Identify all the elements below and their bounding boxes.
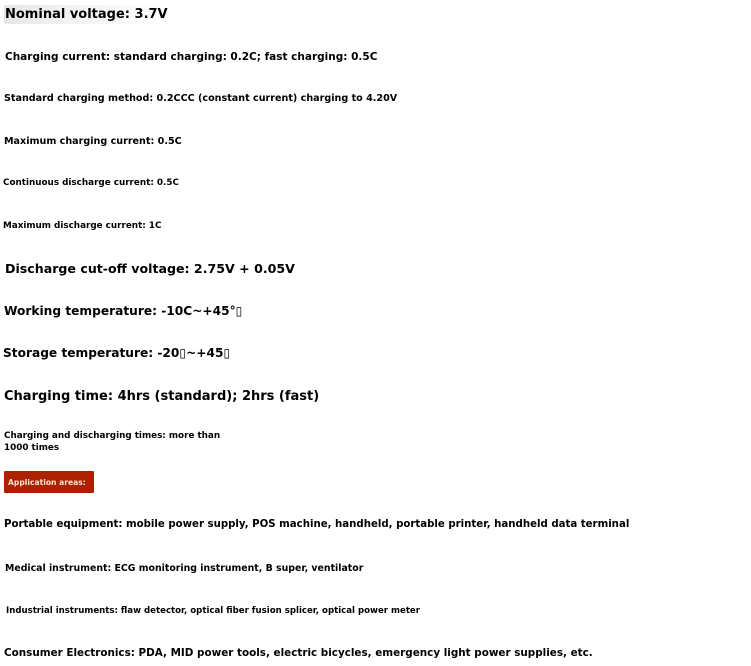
continuous-discharge-current-line: Continuous discharge current: 0.5C xyxy=(3,178,179,188)
nominal-voltage-line: Nominal voltage: 3.7V xyxy=(4,5,174,24)
industrial-instruments-line: Industrial instruments: flaw detector, optical fiber fusion splicer, optical power meter xyxy=(6,606,420,616)
medical-instrument-line: Medical instrument: ECG monitoring instrument, B super, ventilator xyxy=(5,563,364,574)
consumer-electronics-line: Consumer Electronics: PDA, MID power tools, electric bicycles, emergency light power supplies, etc. xyxy=(4,647,593,659)
standard-charging-method-line: Standard charging method: 0.2CCC (constant current) charging to 4.20V xyxy=(4,93,398,104)
charging-time-line: Charging time: 4hrs (standard); 2hrs (fast) xyxy=(4,389,320,404)
cycle-times-line xyxy=(4,430,220,454)
cycle-times-text-2: 1000 times xyxy=(4,443,60,453)
application-areas-badge xyxy=(4,471,94,493)
discharge-cutoff-voltage-line: Discharge cut-off voltage: 2.75V + 0.05V xyxy=(5,261,295,276)
cycle-times-text-1: Charging and discharging times: more than xyxy=(4,431,221,441)
portable-equipment-line: Portable equipment: mobile power supply, POS machine, handheld, portable printer, handheld data terminal xyxy=(4,519,630,530)
application-areas-label: Application areas: xyxy=(8,478,86,487)
maximum-discharge-current-line: Maximum discharge current: 1C xyxy=(3,221,162,231)
working-temperature-line: Working temperature: -10C~+45°▯ xyxy=(4,304,243,318)
charging-current-line: Charging current: standard charging: 0.2C; fast charging: 0.5C xyxy=(5,51,378,63)
maximum-charging-current-line: Maximum charging current: 0.5C xyxy=(4,136,182,147)
storage-temperature-line: Storage temperature: -20▯~+45▯ xyxy=(3,346,231,360)
